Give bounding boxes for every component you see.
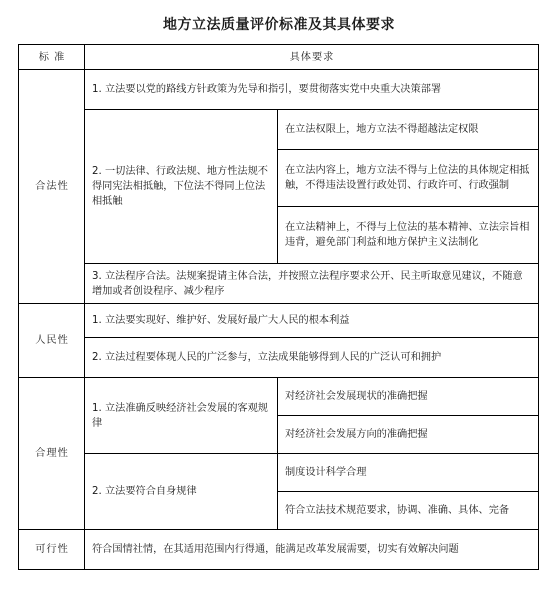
table-row xyxy=(19,70,539,110)
requirement-cell: 1. 立法准确反映经济社会发展的客观规律 xyxy=(85,378,278,454)
header-standard: 标 准 xyxy=(19,45,85,70)
sub-requirement-cell: 对经济社会发展方向的准确把握 xyxy=(278,416,539,454)
requirement-cell: 2. 立法过程要体现人民的广泛参与，立法成果能够得到人民的广泛认可和拥护 xyxy=(85,338,539,378)
category-people: 人民性 xyxy=(19,304,85,378)
requirement-cell: 1. 立法要以党的路线方针政策为先导和指引，要贯彻落实党中央重大决策部署 xyxy=(85,70,539,110)
sub-requirement-cell: 在立法精神上，不得与上位法的基本精神、立法宗旨相违背，避免部门利益和地方保护主义法制化 xyxy=(278,207,539,264)
standards-table xyxy=(18,44,539,570)
requirement-cell: 符合国情社情，在其适用范围内行得通，能满足改革发展需要，切实有效解决问题 xyxy=(85,530,539,570)
header-requirements: 具体要求 xyxy=(85,45,539,70)
table-row xyxy=(19,454,539,492)
requirement-cell: 2. 立法要符合自身规律 xyxy=(85,454,278,530)
table-row xyxy=(19,530,539,570)
table-row xyxy=(19,378,539,416)
page-title: 地方立法质量评价标准及其具体要求 xyxy=(163,17,395,33)
category-rationality: 合理性 xyxy=(19,378,85,530)
category-feasibility: 可行性 xyxy=(19,530,85,570)
category-legality: 合法性 xyxy=(19,70,85,304)
table-row xyxy=(19,338,539,378)
table-row xyxy=(19,110,539,150)
sub-requirement-cell: 对经济社会发展现状的准确把握 xyxy=(278,378,539,416)
sub-requirement-cell: 制度设计科学合理 xyxy=(278,454,539,492)
requirement-cell: 2. 一切法律、行政法规、地方性法规不得同宪法相抵触，下位法不得同上位法相抵触 xyxy=(85,110,278,264)
sub-requirement-cell: 在立法内容上，地方立法不得与上位法的具体规定相抵触，不得违法设置行政处罚、行政许可、行政强制 xyxy=(278,150,539,207)
requirement-cell: 1. 立法要实现好、维护好、发展好最广大人民的根本利益 xyxy=(85,304,539,338)
header-row xyxy=(19,45,539,70)
sub-requirement-cell: 符合立法技术规范要求，协调、准确、具体、完备 xyxy=(278,492,539,530)
table-row xyxy=(19,304,539,338)
table-row xyxy=(19,264,539,304)
requirement-cell: 3. 立法程序合法。法规案提请主体合法，并按照立法程序要求公开、民主听取意见建议，不随意增加或者创设程序、减少程序 xyxy=(85,264,539,304)
sub-requirement-cell: 在立法权限上，地方立法不得超越法定权限 xyxy=(278,110,539,150)
